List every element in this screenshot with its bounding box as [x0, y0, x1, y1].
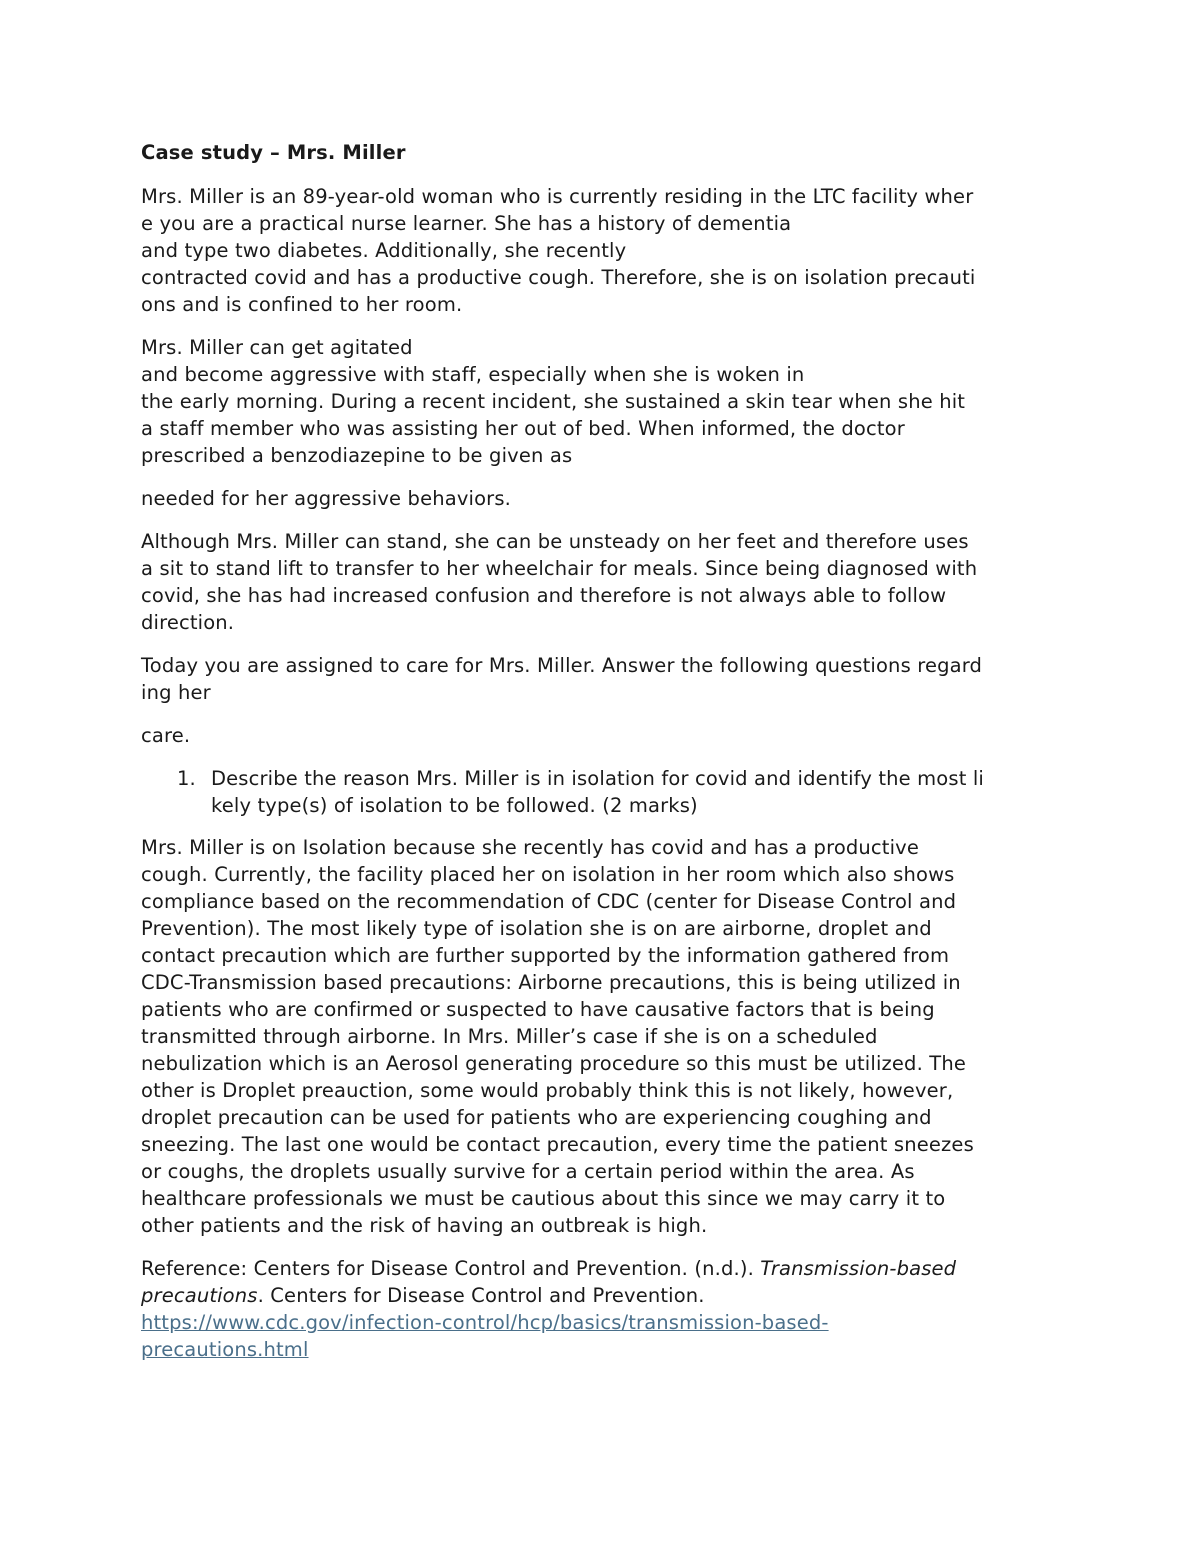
case-study-title: Case study – Mrs. Miller [141, 141, 406, 164]
answer-line: nebulization which is an Aerosol generating procedure so this must be utilized. The [141, 1052, 966, 1075]
answer-line: transmitted through airborne. In Mrs. Miller’s case if she is on a scheduled [141, 1025, 878, 1048]
assignment-paragraph [141, 652, 1071, 706]
answer-line: CDC-Transmission based precautions: Airborne precautions, this is being utilized in [141, 971, 961, 994]
assignment-tail-line: care. [141, 724, 191, 747]
mobility-paragraph [141, 528, 1071, 636]
answer-line: Mrs. Miller is on Isolation because she recently has covid and has a productive [141, 836, 920, 859]
reference-link-line-2 [141, 1336, 1071, 1363]
behavior-tail-line: needed for her aggressive behaviors. [141, 487, 511, 510]
behavior-line: prescribed a benzodiazepine to be given as [141, 444, 573, 467]
behavior-tail-paragraph [141, 485, 1071, 512]
intro-line: ons and is confined to her room. [141, 293, 463, 316]
behavior-line: a staff member who was assisting her out of bed. When informed, the doctor [141, 417, 905, 440]
answer-line: compliance based on the recommendation of CDC (center for Disease Control and [141, 890, 957, 913]
reference-title-part-1: Transmission-based [760, 1257, 957, 1280]
answer-paragraph [141, 834, 1071, 1239]
mobility-line: a sit to stand lift to transfer to her wheelchair for meals. Since being diagnosed with [141, 557, 978, 580]
behavior-line: Mrs. Miller can get agitated [141, 336, 413, 359]
question-item [141, 765, 1071, 819]
answer-line: patients who are confirmed or suspected to have causative factors that is being [141, 998, 935, 1021]
intro-line: Mrs. Miller is an 89-year-old woman who is currently residing in the LTC facility wher [141, 185, 974, 208]
question-line: kely type(s) of isolation to be followed. (2 marks) [211, 794, 698, 817]
assignment-line: Today you are assigned to care for Mrs. Miller. Answer the following questions regard [141, 654, 983, 677]
answer-line: other is Droplet preauction, some would probably think this is not likely, however, [141, 1079, 954, 1102]
reference-line-2 [141, 1282, 1071, 1309]
mobility-line: Although Mrs. Miller can stand, she can be unsteady on her feet and therefore uses [141, 530, 969, 553]
answer-line: cough. Currently, the facility placed her on isolation in her room which also shows [141, 863, 955, 886]
reference-title-part-2: precautions [141, 1284, 258, 1307]
assignment-tail-paragraph [141, 722, 1071, 749]
answer-line: healthcare professionals we must be cautious about this since we may carry it to [141, 1187, 946, 1210]
reference-prefix: Reference: Centers for Disease Control and Prevention. (n.d.). [141, 1257, 761, 1280]
answer-line: or coughs, the droplets usually survive for a certain period within the area. As [141, 1160, 915, 1183]
answer-line: contact precaution which are further supported by the information gathered from [141, 944, 950, 967]
answer-line: Prevention). The most likely type of isolation she is on are airborne, droplet and [141, 917, 932, 940]
intro-line: contracted covid and has a productive cough. Therefore, she is on isolation precauti [141, 266, 976, 289]
behavior-paragraph [141, 334, 1071, 469]
intro-line: and type two diabetes. Additionally, she recently [141, 239, 627, 262]
reference-link-part-1[interactable]: https://www.cdc.gov/infection-control/hcp/basics/transmission-based- [141, 1311, 829, 1334]
question-number: 1. [177, 767, 196, 790]
answer-line: other patients and the risk of having an outbreak is high. [141, 1214, 708, 1237]
reference-link-line-1 [141, 1309, 1071, 1336]
intro-line: e you are a practical nurse learner. She has a history of dementia [141, 212, 792, 235]
reference-suffix: . Centers for Disease Control and Prevention. [257, 1284, 705, 1307]
answer-line: droplet precaution can be used for patients who are experiencing coughing and [141, 1106, 932, 1129]
document-page [141, 138, 1071, 1379]
question-line: Describe the reason Mrs. Miller is in isolation for covid and identify the most li [211, 767, 984, 790]
behavior-line: and become aggressive with staff, especially when she is woken in [141, 363, 805, 386]
intro-paragraph [141, 183, 1071, 318]
reference-paragraph [141, 1255, 1071, 1363]
mobility-line: direction. [141, 611, 235, 634]
mobility-line: covid, she has had increased confusion and therefore is not always able to follow [141, 584, 947, 607]
assignment-line: ing her [141, 681, 211, 704]
question-list [141, 765, 1071, 819]
reference-line-1 [141, 1255, 1071, 1282]
answer-line: sneezing. The last one would be contact precaution, every time the patient sneezes [141, 1133, 974, 1156]
behavior-line: the early morning. During a recent incident, she sustained a skin tear when she hit [141, 390, 966, 413]
reference-link-part-2[interactable]: precautions.html [141, 1338, 309, 1361]
